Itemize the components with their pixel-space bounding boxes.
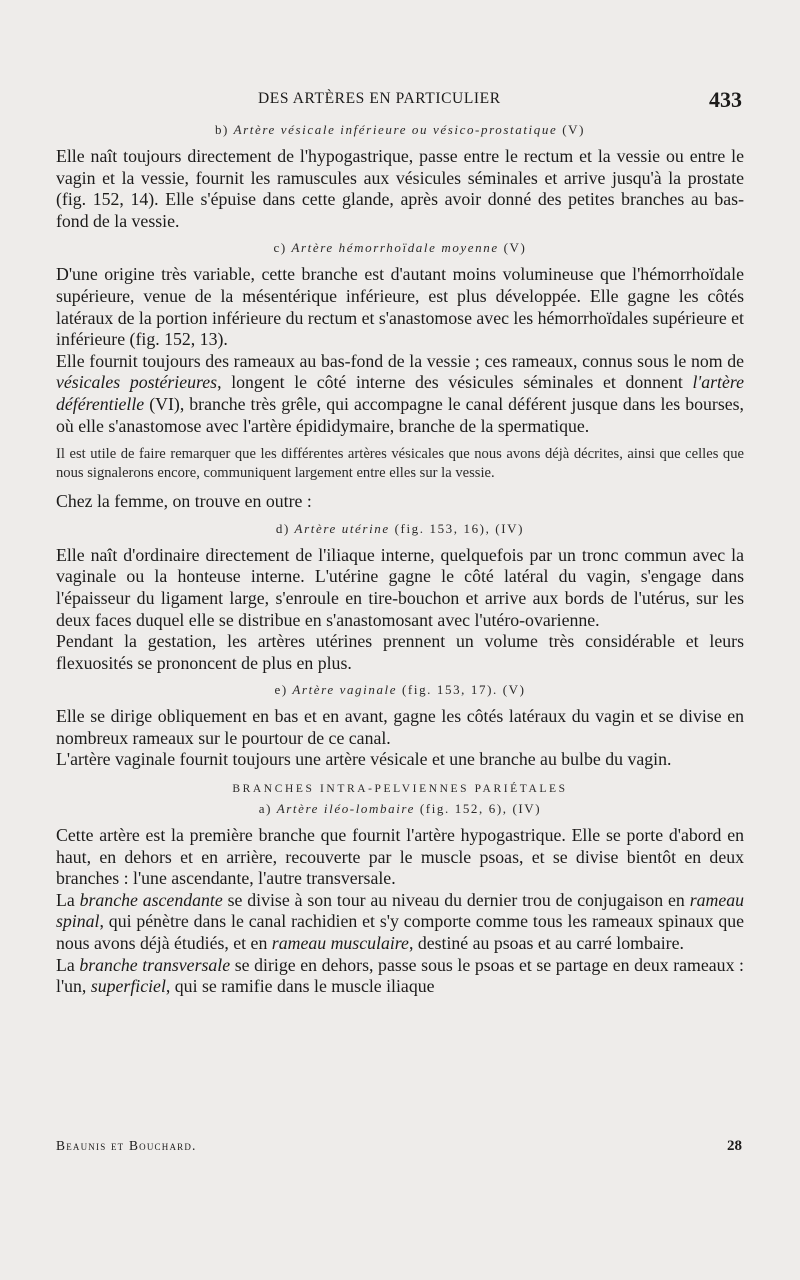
authors-signature: Beaunis et Bouchard.	[56, 1138, 197, 1153]
page-number: 433	[709, 87, 742, 112]
paragraph: Cette artère est la première branche que fournit l'artère hypogastrique. Elle se porte d'abord en haut, en dehors et en arrière, recouverte par le muscle psoas, et se divise bientôt en deux branches : l'une ascendante, l'autre transversale.	[56, 825, 744, 889]
paragraph: L'artère vaginale fournit toujours une artère vésicale et une branche au bulbe du vagin.	[56, 749, 672, 770]
paragraph: D'une origine très variable, cette branche est d'autant moins volumineuse que l'hémorrhoïdale supérieure, venue de la mésentérique inférieure, est plus développée. Elle gagne les côtés latéraux de la portion inférieure du rectum et s'anastomose avec les hémorrhoïdales supérieure et inférieure (fig. 152, 13).	[56, 264, 744, 350]
note-paragraph: Il est utile de faire remarquer que les différentes artères vésicales que nous avons déjà décrites, ainsi que celles que nous signalerons encore, communiquent largement entre elles sur la vessie.	[56, 446, 744, 482]
paragraph: Chez la femme, on trouve en outre :	[56, 491, 312, 512]
paragraph: La branche ascendante se divise à son tour au niveau du dernier trou de conjugaison en rameau spinal, qui pénètre dans le canal rachidien et s'y comporte comme tous les rameaux spinaux que nous avons déjà étudiés, et en rameau musculaire, destiné au psoas et au carré lombaire.	[56, 889, 745, 954]
paragraph: Elle naît d'ordinaire directement de l'iliaque interne, quelquefois par un tronc commun avec la vaginale ou la honteuse interne. L'utérine gagne le côté latéral du vagin, s'engage dans l'épaisseur du ligament large, s'enroule en tire-bouchon et arrive aux bords de l'utérus, sur les deux faces duquel elle se distribue en s'anastomosant avec l'utéro-ovarienne.	[56, 544, 744, 630]
paragraph: La branche transversale se dirige en dehors, passe sous le psoas et se partage en deux rameaux : l'un, superficiel, qui se ramifie dans le muscle iliaque	[56, 954, 744, 997]
page-header	[52, 88, 742, 114]
running-title: DES ARTÈRES EN PARTICULIER	[258, 90, 501, 107]
section-heading-b: b) Artère vésicale inférieure ou vésico-prostatique (V)	[214, 122, 586, 137]
section-heading-d: d) Artère utérine (fig. 153, 16), (IV)	[275, 520, 525, 536]
section-heading-e: e) Artère vaginale (fig. 153, 17). (V)	[274, 682, 526, 698]
paragraph: Pendant la gestation, les artères utérines prennent un volume très considérable et leurs flexuosités se prononcent de plus en plus.	[56, 631, 744, 673]
sheet-signature: 28	[727, 1138, 742, 1154]
body-text	[56, 122, 744, 998]
paragraph: Elle se dirige obliquement en bas et en avant, gagne les côtés latéraux du vagin et se divise en nombreux rameaux sur le pourtour de ce canal.	[56, 706, 744, 748]
paragraph: Elle naît toujours directement de l'hypogastrique, passe entre le rectum et la vessie ou entre le vagin et la vessie, fournit les ramuscules aux vésicules séminales et arrive jusqu'à la prostate (fig. 152, 14). Elle s'épuise dans cette glande, après avoir donné des petites branches au bas-fond de la vessie.	[56, 146, 744, 231]
section-heading-c: c) Artère hémorrhoïdale moyenne (V)	[273, 240, 527, 256]
paragraph: Elle fournit toujours des rameaux au bas-fond de la vessie ; ces rameaux, connus sous le nom de vésicales postérieures, longent le côté interne des vésicules séminales et donnent l'artère déférentielle (VI), branche très grêle, qui accompagne le canal déférent jusque dans les bourses, où elle s'anastomose avec l'artère épididymaire, branche de la spermatique.	[56, 350, 744, 436]
section-heading-a: a) Artère iléo-lombaire (fig. 152, 6), (IV)	[258, 801, 542, 817]
page-footer	[56, 1138, 746, 1160]
parietal-branches-heading: BRANCHES INTRA-PELVIENNES PARIÉTALES	[232, 783, 568, 796]
